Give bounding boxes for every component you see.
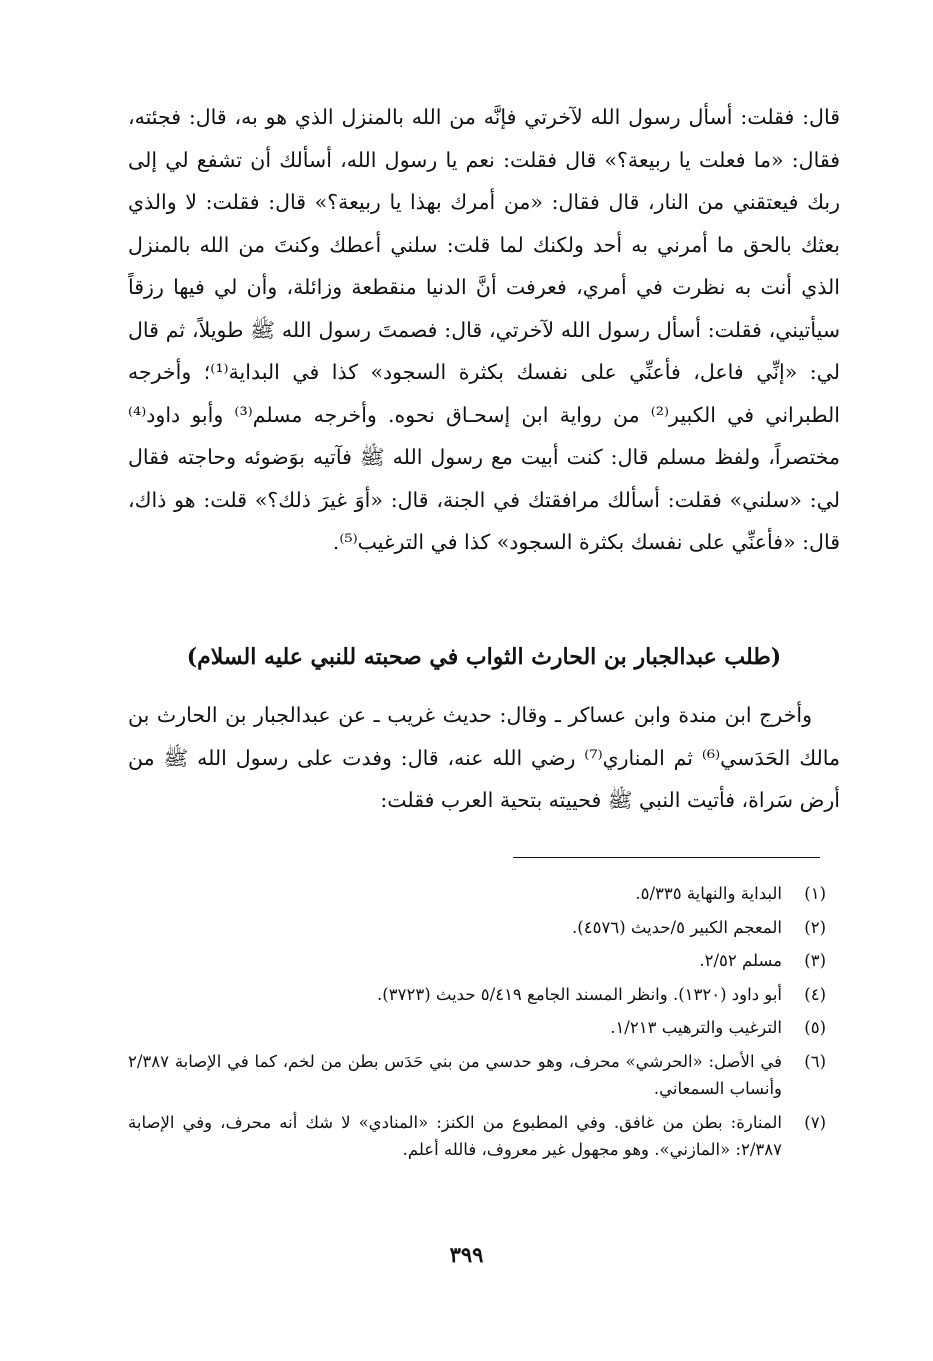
footnote-item xyxy=(128,981,840,1009)
footnote-item xyxy=(128,914,840,942)
footnote-separator xyxy=(513,857,820,858)
footnote-number: (٤) xyxy=(804,984,826,1004)
footnote-text: الترغيب والترهيب ١/٢١٣. xyxy=(610,1018,782,1037)
footnote-number: (٣) xyxy=(804,951,826,970)
footnote-item xyxy=(128,1048,840,1103)
footnotes-list xyxy=(128,880,840,1170)
footnote-item xyxy=(128,880,840,908)
footnote-number: (٦) xyxy=(804,1051,826,1071)
footnote-text: البداية والنهاية ٥/٣٣٥. xyxy=(635,884,782,903)
footnote-item xyxy=(128,1014,840,1042)
section-paragraph: وأخرج ابن مندة وابن عساكر ـ وقال: حديث غريب ـ عن عبدالجبار بن الحارث بن مالك الحَدَسي⁽⁶⁾ ثم المناري⁽⁷⁾ رضي الله عنه، قال: وفدت على رسول الله ﷺ من أرض سَراة، فأتيت النبي ﷺ فحييته بتحية العرب فقلت: xyxy=(128,703,841,812)
main-text-block xyxy=(128,96,840,564)
section-heading: (طلب عبدالجبار بن الحارث الثواب في صحبته للنبي عليه السلام) xyxy=(186,644,782,670)
footnote-text: في الأصل: «الحرشي» محرف، وهو حدسي من بني حَدَس بطن من لخم، كما في الإصابة ٢/٣٨٧ وأنساب السمعاني. xyxy=(128,1051,782,1098)
footnote-item xyxy=(128,1109,840,1164)
footnote-text: مسلم ٢/٥٢. xyxy=(699,951,782,970)
section-text-block xyxy=(128,694,840,822)
footnote-number: (١) xyxy=(804,884,826,903)
footnote-text: المنارة: بطن من غافق. وفي المطبوع من الكنز: «المنادي» لا شك أنه محرف، وفي الإصابة ٢/٣٨٧: «المازني». وهو مجهول غير معروف، فالله أعلم. xyxy=(128,1112,782,1159)
page-number: ٣٩٩ xyxy=(449,1242,484,1267)
footnote-number: (٧) xyxy=(804,1112,826,1132)
footnote-item xyxy=(128,947,840,975)
footnote-number: (٢) xyxy=(804,917,826,937)
body-paragraph: قال: فقلت: أسأل رسول الله لآخرتي فإنَّه من الله بالمنزل الذي هو به، قال: فجئته، فقال: «ما فعلت يا ربيعة؟» قال فقلت: نعم يا رسول الله، أسألك أن تشفع لي إلى ربك فيعتقني من النار، قال فقال: «من أمرك بهذا يا ربيعة؟» قال: فقلت: لا والذي بعثك بالحق ما أمرني به أحد ولكنك لما قلت: سلني أعطك وكنتَ من الله بالمنزل الذي أنت به نظرت في أمري، فعرفت أنَّ الدنيا منقطعة وزائلة، وأن لي فيها رزقاً سيأتيني، فقلت: أسأل رسول الله لآخرتي، قال: فصمتَ رسول الله ﷺ طويلاً، ثم قال لي: «إنِّي فاعل، فأعنِّي على نفسك بكثرة السجود» كذا في البداية⁽¹⁾؛ وأخرجه الطبراني في الكبير⁽²⁾ من رواية ابن إسحـاق نحوه. وأخرجه مسلم⁽³⁾ وأبو داود⁽⁴⁾ مختصراً، ولفظ مسلم قال: كنت أبيت مع رسول الله ﷺ فآتيه بوَضوئه وحاجته فقال لي: «سلني» فقلت: أسألك مرافقتك في الجنة، قال: «أوَ غيرَ ذلك؟» قلت: هو ذاك، قال: «فأعنِّي على نفسك بكثرة السجود» كذا في الترغيب⁽⁵⁾. xyxy=(128,105,840,554)
footnote-text: أبو داود (١٣٢٠). وانظر المسند الجامع ٥/٤١٩ حديث (٣٧٢٣). xyxy=(377,984,782,1004)
footnote-number: (٥) xyxy=(804,1018,826,1037)
footnote-text: المعجم الكبير ٥/حديث (٤٥٧٦). xyxy=(572,917,782,937)
